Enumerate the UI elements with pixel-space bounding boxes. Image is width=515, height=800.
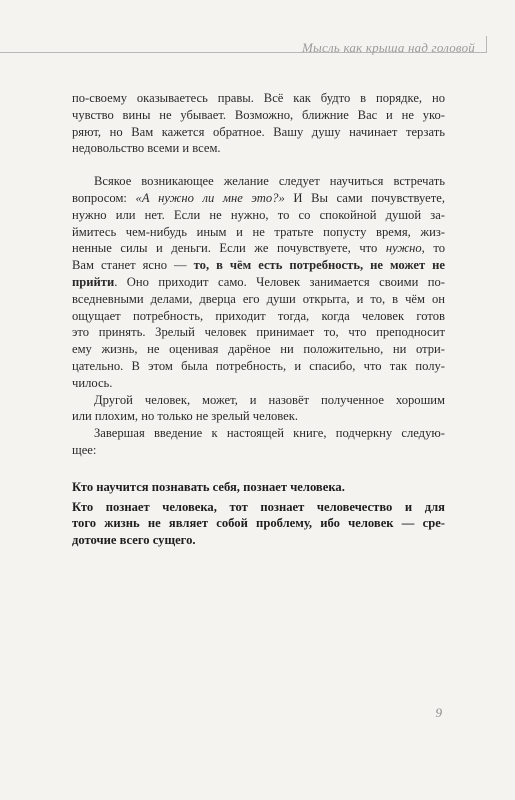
paragraph-4 — [72, 425, 445, 459]
text-run: , то — [421, 241, 445, 256]
text-line: ряют, но Вам кажется обратное. Вашу душу начинает терзать — [72, 124, 445, 139]
text-line: Всякое возникающее желание следует научиться встречать — [94, 174, 445, 189]
text-run: ненные силы и деньги. Если же почувствуете, что — [72, 241, 386, 256]
paragraph-1 — [72, 90, 445, 157]
paragraph-2 — [72, 173, 445, 391]
running-head: Мысль как крыша над головой — [302, 40, 475, 55]
text-line: Завершая введение к настоящей книге, подчеркну следую- — [94, 426, 445, 441]
paragraph-gap — [72, 157, 445, 173]
text-line: нужно или нет. Если не нужно, то со спокойной душой за- — [72, 207, 445, 222]
page-number: 9 — [435, 705, 442, 720]
text-line: цательно. В этом была потребность, и спасибо, что так полу- — [72, 358, 445, 373]
text-run: И Вы сами почувствуете, — [284, 190, 445, 205]
closing-statement-1 — [72, 479, 445, 496]
text-line: чувство вины не убывает. Возможно, ближние Вас и не уко- — [72, 107, 445, 122]
text-line — [72, 257, 445, 274]
text-run: вопросом: — [72, 190, 136, 205]
text-line: того жизнь не являет собой проблему, ибо человек — сре- — [72, 516, 445, 531]
text-line: ему жизнь, не оценивая дарёное ни положительно, ни отри- — [72, 342, 445, 357]
text-line: по-своему оказываетесь правы. Всё как будто в порядке, но — [72, 91, 445, 105]
text-line: ощущает потребность, приходит тогда, когда человек готов — [72, 308, 445, 323]
italic-question: «А нужно ли мне это?» — [135, 190, 285, 205]
header-rule-tick — [486, 36, 487, 53]
text-line: это принять. Зрелый человек принимает то, что преподносит — [72, 325, 445, 340]
paragraph-3 — [72, 392, 445, 426]
text-line: или плохим, но только не зрелый человек. — [72, 409, 299, 424]
text-line: недовольство всеми и всем. — [72, 141, 221, 156]
text-line — [72, 240, 445, 257]
italic-word: нужно — [385, 241, 422, 256]
text-run: Вам станет ясно — — [72, 258, 194, 273]
text-line: щее: — [72, 442, 97, 457]
text-line: чилось. — [72, 375, 113, 390]
text-line: ймитесь чем-нибудь иным и не тратьте попусту время, жиз- — [72, 224, 445, 239]
bold-phrase: то, в чём есть потребность, не может не — [193, 258, 445, 273]
bold-phrase: прийти — [72, 274, 115, 289]
text-line: вседневными делами, дверца его души открыта, и то, в чём он — [72, 291, 445, 306]
page-body — [72, 90, 445, 549]
paragraph-gap — [72, 459, 445, 475]
text-line: Другой человек, может, и назовёт полученное хорошим — [94, 392, 445, 407]
text-run: . Оно приходит само. Человек занимается своими по- — [114, 274, 445, 289]
text-line — [72, 190, 445, 207]
text-line: Кто научится познавать себя, познает человека. — [72, 479, 345, 494]
closing-statement-2 — [72, 499, 445, 549]
text-line — [72, 274, 445, 291]
text-line: доточие всего сущего. — [72, 533, 196, 548]
text-line: Кто познает человека, тот познает человечество и для — [72, 499, 445, 514]
